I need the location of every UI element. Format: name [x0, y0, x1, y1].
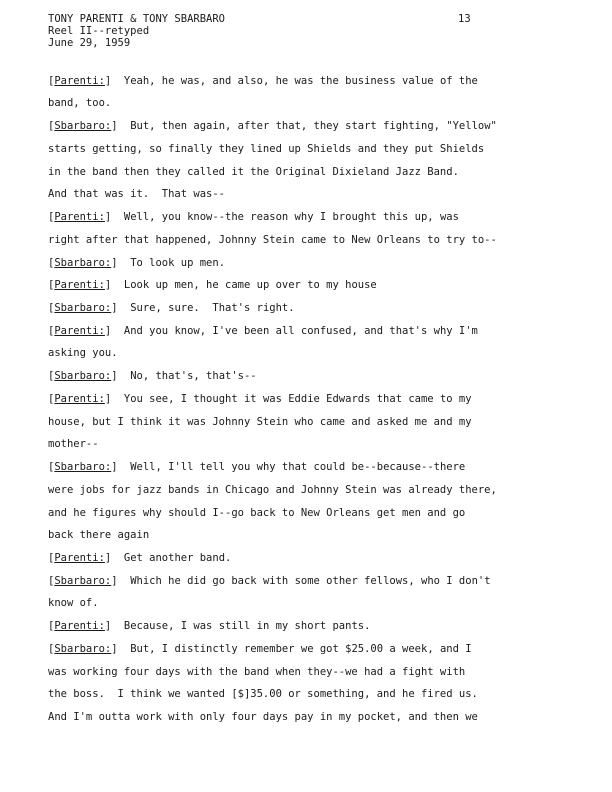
page-header: [48, 13, 225, 49]
transcript-line: [Parenti:] You see, I thought it was Eddie Edwards that came to my: [48, 393, 472, 405]
line-text: Well, I'll tell you why that could be--because--there: [130, 461, 466, 473]
line-text: back there again: [48, 529, 150, 541]
speaker-label: Sbarbaro:: [54, 643, 112, 655]
line-text: were jobs for jazz bands in Chicago and Johnny Stein was already there,: [48, 484, 497, 496]
line-text: And that was it. That was--: [48, 188, 226, 200]
speaker-label: Sbarbaro:: [54, 120, 112, 132]
transcript-line: [48, 166, 459, 178]
transcript-line: [Sbarbaro:] But, I distinctly remember we got $25.00 a week, and I: [48, 643, 472, 655]
line-text: and he figures why should I--go back to New Orleans get men and go: [48, 507, 466, 519]
transcript-line: [Parenti:] Get another band.: [48, 552, 232, 564]
transcript-line: [48, 347, 118, 359]
transcript-line: [48, 507, 465, 519]
transcript-line: [Sbarbaro:] Sure, sure. That's right.: [48, 302, 295, 314]
line-text: Sure, sure. That's right.: [130, 302, 295, 314]
speaker-label: Sbarbaro:: [54, 575, 112, 587]
line-text: But, I distinctly remember we got $25.00 a week, and I: [130, 643, 472, 655]
speaker-label: Parenti:: [54, 325, 105, 337]
transcript-line: [48, 97, 111, 109]
transcript-line: [48, 688, 478, 700]
speaker-label: Parenti:: [54, 75, 105, 87]
line-text: know of.: [48, 597, 99, 609]
transcript-line: [Parenti:] Because, I was still in my short pants.: [48, 620, 371, 632]
speaker-label: Sbarbaro:: [54, 370, 112, 382]
transcript-line: [Parenti:] Look up men, he came up over to my house: [48, 279, 377, 291]
line-text: in the band then they called it the Original Dixieland Jazz Band.: [48, 166, 459, 178]
transcript-line: [48, 234, 497, 246]
line-text: band, too.: [48, 97, 112, 109]
transcript-line: [Sbarbaro:] To look up men.: [48, 257, 226, 269]
line-text: Well, you know--the reason why I brought this up, was: [123, 211, 459, 223]
line-text: asking you.: [48, 347, 118, 359]
interviewee-names: TONY PARENTI & TONY SBARBARO: [48, 13, 226, 25]
page-number: 13: [458, 13, 471, 25]
line-text: Get another band.: [123, 552, 232, 564]
line-text: And I'm outta work with only four days pay in my pocket, and then we: [48, 711, 478, 723]
line-text: But, then again, after that, they start fighting, "Yellow": [130, 120, 497, 132]
line-text: right after that happened, Johnny Stein came to New Orleans to try to--: [48, 234, 497, 246]
line-text: Which he did go back with some other fellows, who I don't: [130, 575, 491, 587]
speaker-label: Sbarbaro:: [54, 302, 112, 314]
line-text: Yeah, he was, and also, he was the business value of the: [123, 75, 478, 87]
transcript-line: [48, 143, 484, 155]
transcript-line: [48, 529, 149, 541]
line-text: Because, I was still in my short pants.: [123, 620, 371, 632]
interview-date: June 29, 1959: [48, 37, 131, 49]
transcript-line: [48, 484, 497, 496]
speaker-label: Parenti:: [54, 620, 105, 632]
transcript-line: [Parenti:] Well, you know--the reason why I brought this up, was: [48, 211, 459, 223]
line-text: No, that's, that's--: [130, 370, 257, 382]
speaker-label: Parenti:: [54, 552, 105, 564]
line-text: mother--: [48, 438, 99, 450]
transcript-line: [48, 597, 99, 609]
transcript-line: [Sbarbaro:] No, that's, that's--: [48, 370, 257, 382]
speaker-label: Sbarbaro:: [54, 257, 112, 269]
line-text: And you know, I've been all confused, and that's why I'm: [123, 325, 478, 337]
line-text: You see, I thought it was Eddie Edwards that came to my: [123, 393, 472, 405]
transcript-line: [Parenti:] Yeah, he was, and also, he was the business value of the: [48, 75, 478, 87]
transcript-line: [Sbarbaro:] Well, I'll tell you why that could be--because--there: [48, 461, 466, 473]
line-text: house, but I think it was Johnny Stein who came and asked me and my: [48, 416, 472, 428]
line-text: Look up men, he came up over to my house: [123, 279, 377, 291]
transcript-line: [Sbarbaro:] Which he did go back with some other fellows, who I don't: [48, 575, 491, 587]
transcript-line: [48, 416, 472, 428]
line-text: starts getting, so finally they lined up Shields and they put Shields: [48, 143, 485, 155]
transcript-line: [Parenti:] And you know, I've been all confused, and that's why I'm: [48, 325, 478, 337]
transcript-line: [48, 188, 225, 200]
transcript-line: [Sbarbaro:] But, then again, after that, they start fighting, "Yellow": [48, 120, 497, 132]
transcript-line: [48, 438, 99, 450]
transcript-line: [48, 666, 465, 678]
speaker-label: Sbarbaro:: [54, 461, 112, 473]
speaker-label: Parenti:: [54, 279, 105, 291]
transcript-line: [48, 711, 478, 723]
line-text: was working four days with the band when they--we had a fight with: [48, 666, 466, 678]
line-text: the boss. I think we wanted [$]35.00 or something, and he fired us.: [48, 688, 478, 700]
line-text: To look up men.: [130, 257, 226, 269]
speaker-label: Parenti:: [54, 393, 105, 405]
speaker-label: Parenti:: [54, 211, 105, 223]
reel-label: Reel II--retyped: [48, 25, 150, 37]
